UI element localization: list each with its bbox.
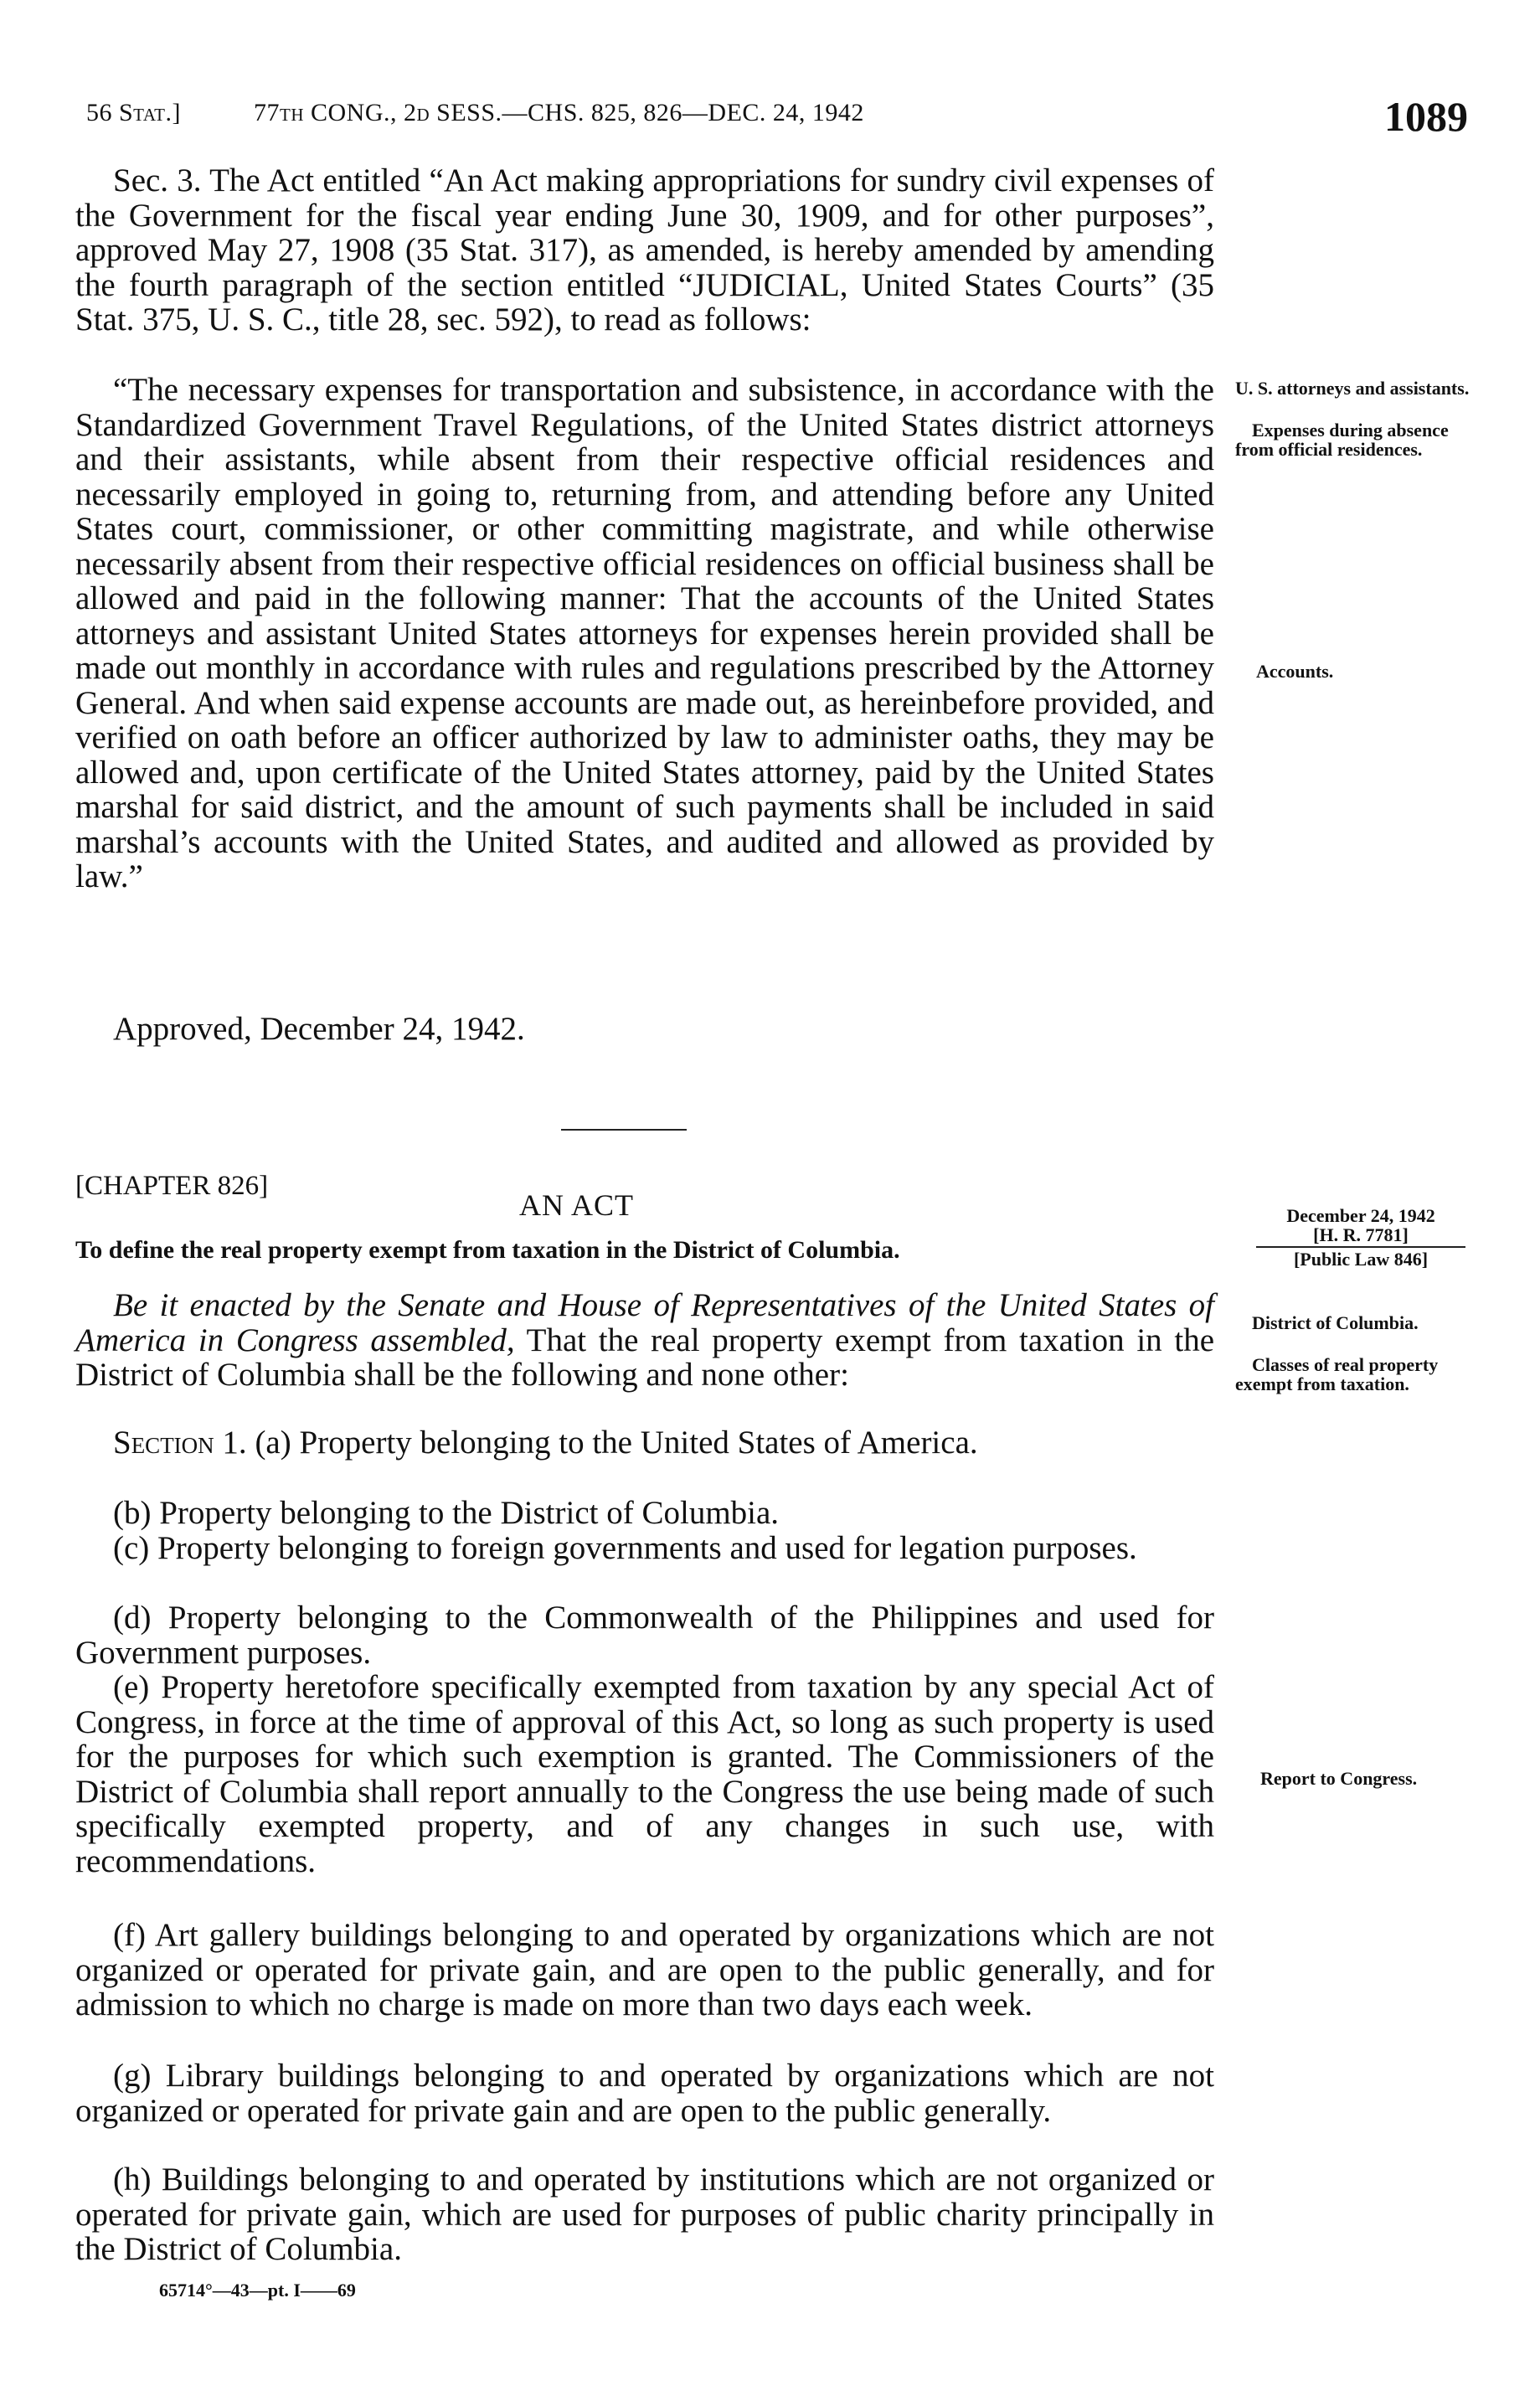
margin-note-district-of-columbia: District of Columbia. — [1252, 1312, 1419, 1333]
section-1-item-g: (g) Library buildings belonging to and operated by organizations which are not organized or operated for private gain and are open to the public generally. — [75, 2058, 1214, 2129]
chapter-label: [CHAPTER 826] — [75, 1171, 269, 1201]
section-1-item-a: Section 1. (a) Property belonging to the United States of America. — [113, 1425, 978, 1461]
page-header — [86, 92, 1468, 142]
section-1-label: Section 1. — [113, 1425, 247, 1461]
section-1-item-d: (d) Property belonging to the Commonwealth of the Philippines and used for Government purposes. — [75, 1600, 1214, 1671]
section-1-item-h: (h) Buildings belonging to and operated by institutions which are not organized or operated for private gain, which are used for purposes of public charity principally in the District of Columbia. — [75, 2162, 1214, 2267]
section-1-item-f: (f) Art gallery buildings belonging to and operated by organizations which are not organized or operated for private gain, and are open to the public generally, and for admission to which no charge is made on more than two days each week. — [75, 1917, 1214, 2022]
margin-note-report-to-congress: Report to Congress. — [1260, 1768, 1418, 1789]
page-number: 1089 — [1384, 93, 1468, 140]
enacting-clause-rest: That the real property exempt from taxation in the District of Columbia shall be the following and none other: — [75, 1322, 1215, 1393]
margin-note-classes-exempt: Classes of real property exempt from taxation. — [1235, 1354, 1439, 1394]
session-reference: 77th CONG., 2d SESS.—CHS. 825, 826—DEC. 24, 1942 — [254, 99, 864, 126]
sec3-quoted-paragraph: “The necessary expenses for transportation and subsistence, in accordance with the Standardized Government Travel Regulations, of the United States district attorneys and their assistants, while absent from their respective official residences and necessarily employed in going to, returning from, and attending before any United States court, commissioner, or other committing magistrate, and while otherwise necessarily absent from their respective official residences on official business shall be allowed and paid in the following manner: That the accounts of the United States attorneys and assistant United States attorneys for expenses herein provided shall be made out monthly in accordance with rules and regulations prescribed by the Attorney General. And when said expense accounts are made out, as hereinbefore provided, and verified on oath before an officer authorized by law to administer oaths, they may be allowed and, upon certificate of the United States attorney, paid by the United States marshal for said district, and the amount of such payments shall be included in said marshal’s accounts with the United States, and audited and allowed as provided by law.” — [75, 372, 1214, 894]
section-1-item-c: (c) Property belonging to foreign governments and used for legation purposes. — [113, 1530, 1137, 1566]
an-act-heading: AN ACT — [519, 1188, 635, 1222]
act-purpose: To define the real property exempt from taxation in the District of Columbia. — [75, 1236, 900, 1264]
act-date: December 24, 1942 — [1286, 1205, 1435, 1226]
section-1-item-b: (b) Property belonging to the District of Columbia. — [113, 1495, 780, 1531]
margin-note-us-attorneys: U. S. attorneys and assistants. — [1235, 378, 1470, 399]
public-law-number: [Public Law 846] — [1256, 1246, 1465, 1269]
volume-reference: 56 Stat.] — [86, 99, 181, 126]
enacting-clause: Be it enacted by the Senate and House of Representatives of the United States of America in Congress assembled, — [75, 1287, 1214, 1358]
margin-note-accounts: Accounts. — [1256, 661, 1334, 682]
sec3-intro-paragraph: Sec. 3. The Act entitled “An Act making appropriations for sundry civil expenses of the Government for the fiscal year ending June 30, 1909, and for other purposes”, approved May 27, 1908 (35 Stat. 317), as amended, is hereby amended by amending the fourth paragraph of the section entitled “JUDICIAL, United States Courts” (35 Stat. 375, U. S. C., title 28, sec. 592), to read as follows: — [75, 162, 1214, 338]
section-1-item-e: (e) Property heretofore specifically exempted from taxation by any special Act of Congress, in force at the time of approval of this Act, so long as such property is used for the purposes for which such exemption is granted. The Commissioners of the District of Columbia shall report annually to the Congress the use being made of such specifically exempted property, and of any changes in such use, with recommendations. — [75, 1669, 1214, 1879]
sec3-approved: Approved, December 24, 1942. — [113, 1011, 525, 1047]
act-date-block — [1256, 1206, 1465, 1269]
margin-note-expenses-absence: Expenses during absence from official residences. — [1235, 420, 1449, 460]
bill-number: [H. R. 7781] — [1313, 1224, 1409, 1245]
chapter-divider — [561, 1129, 687, 1131]
printer-code: 65714°—43—pt. I——69 — [159, 2280, 356, 2301]
enacting-paragraph — [75, 1288, 1214, 1393]
